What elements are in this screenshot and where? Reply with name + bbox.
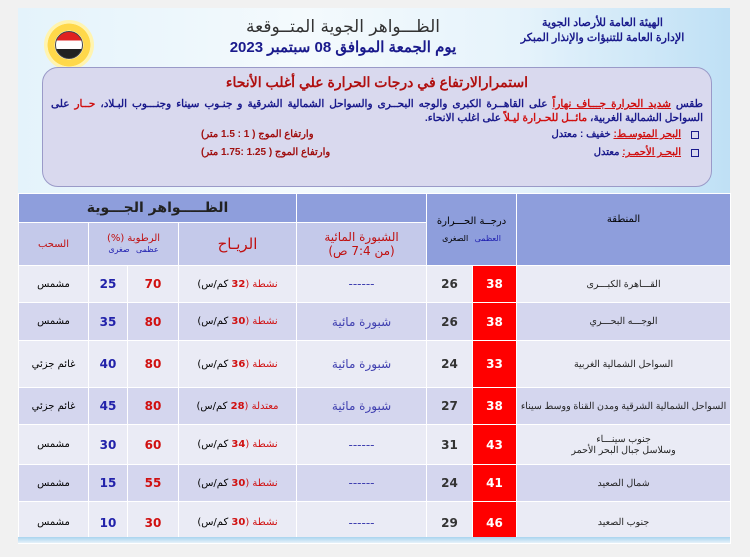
region-name: جنوب الصعيد [597,517,650,528]
wind-cell [179,465,297,502]
org-line-2: الإدارة العامة للتنبؤات والإنذار المبكر [520,32,685,44]
temp-min-cell: 24 [427,341,473,388]
sea-name: البحر المتوسـط: [613,129,681,140]
wind-speed: 34 [231,439,246,450]
cloud-cell: غائم جزئي [19,341,89,388]
p-mid: على القاهــرة الكبرى والوجه البحــرى والسواحل الشمالية الشرقية و جنـوب سيناء وجنـــوب البـلاد، [95,98,553,110]
table-row [19,465,731,502]
wind-speed: 28 [230,400,245,412]
humidity-max-cell: 55 [128,465,179,502]
wind-speed: 30 [231,477,246,489]
wind-header: الريـاح [179,223,297,266]
forecast-date: يوم الجمعة الموافق 08 سبتمبر 2023 [229,39,457,56]
org-line-1: الهيئة العامة للأرصاد الجوية [541,17,663,29]
wind-cell [179,388,297,425]
p-hot: شديد الحرارة جـــاف نهاراً [552,98,671,110]
cloud-header: السحب [19,223,89,266]
table-row [19,266,731,303]
blank-header [297,194,427,223]
humidity-max-cell: 80 [128,341,179,388]
sea-state: معتدل [593,147,620,158]
temp-min-cell: 26 [427,266,473,303]
wind-speed: 30 [231,517,246,528]
region-cell [517,266,731,303]
wind-speed: 36 [231,358,246,370]
wind-strength: نشطة ( [245,517,278,528]
cloud-cell: مشمس [19,266,89,303]
ema-logo [44,20,94,70]
humidity-max-cell: 70 [128,266,179,303]
region-name: السواحل الشمالية الشرقية ومدن القناة ووسط سيناء [520,400,727,412]
region-name: الوجـــه البحـــري [589,316,658,327]
temp-max-cell: 38 [473,303,517,341]
humidity-min-cell: 25 [89,266,128,303]
temp-max-cell: 38 [473,388,517,425]
region-name-line2: وسلاسل جبال البحر الأحمر [571,444,676,456]
humidity-max-cell: 80 [128,303,179,341]
humidity-header [89,223,179,266]
fog-header [297,223,427,266]
region-name: القـــاهرة الكبـــرى [586,278,661,290]
temp-min-cell: 29 [427,502,473,544]
region-name: شمال الصعيد [597,477,650,489]
wind-strength: نشطة ( [245,316,278,327]
group-header: الظـــــواهر الجـــوية [19,194,297,223]
temp-header [427,194,517,266]
wind-cell [179,266,297,303]
sea-mediterranean [51,127,703,143]
temp-header-label: درجــة الحـــرارة [436,215,507,227]
temp-max-label: العظمى [474,233,501,243]
cloud-cell: مشمس [19,465,89,502]
temp-min-cell: 26 [427,303,473,341]
cloud-cell: مشمس [19,502,89,544]
humidity-max-cell: 80 [128,388,179,425]
bottom-bar [18,537,730,543]
fog-cell: شبورة مائية [297,303,427,341]
temp-max-cell: 38 [473,266,517,303]
summary-box [42,67,712,187]
temp-max-cell: 33 [473,341,517,388]
document-title [208,16,478,58]
sea-name: البحـر الأحمـر: [622,147,681,158]
wind-cell [179,425,297,465]
cloud-cell: مشمس [19,425,89,465]
sea-red [51,145,703,161]
humidity-min-cell: 30 [89,425,128,465]
p-warm: حــار [74,98,96,110]
bullet-checkbox-icon [691,131,699,139]
wind-unit: كم/س) [197,439,232,450]
forecast-table [18,193,731,544]
table-row [19,303,731,341]
humidity-min-cell: 35 [89,303,128,341]
temp-min-cell: 24 [427,465,473,502]
wind-speed: 30 [231,316,246,327]
wind-unit: كم/س) [197,358,232,370]
wind-cell [179,303,297,341]
humidity-label: الرطوبة (%) [106,233,161,244]
wind-unit: كم/س) [197,316,232,327]
temp-max-cell: 46 [473,502,517,544]
humidity-min-cell: 40 [89,341,128,388]
wind-speed: 32 [231,278,246,290]
temp-min-label: الصغرى [442,233,469,243]
p-intro: طقس [670,98,703,110]
region-header: المنطقة [517,194,731,266]
region-cell [517,341,731,388]
humidity-max-cell: 30 [128,502,179,544]
wind-strength: نشطة ( [245,358,278,370]
wind-strength: نشطة ( [245,439,278,450]
fog-cell: ------ [297,266,427,303]
wind-unit: كم/س) [196,400,231,412]
region-name: جنوب سينـــاء [596,433,651,445]
humidity-max-cell: 60 [128,425,179,465]
humidity-min-cell: 45 [89,388,128,425]
wave-height: وارتفاع الموج ( 1.25 :1.75 متر) [201,147,331,158]
fog-cell: ------ [297,502,427,544]
fog-cell: ------ [297,465,427,502]
hum-max-label: عظمى [136,245,159,254]
temp-min-cell: 27 [427,388,473,425]
wind-cell [179,341,297,388]
wind-unit: كم/س) [197,477,232,489]
humidity-min-cell: 10 [89,502,128,544]
temp-max-cell: 43 [473,425,517,465]
temp-min-cell: 31 [427,425,473,465]
fog-time: (من 7:4 ص) [328,244,395,258]
wind-unit: كم/س) [197,278,232,290]
humidity-min-cell: 15 [89,465,128,502]
region-cell [517,303,731,341]
region-cell [517,425,731,465]
temp-max-cell: 41 [473,465,517,502]
table-row [19,425,731,465]
summary-headline: استمرارالارتفاع في درجات الحرارة علي أغلب الأنحاء [225,74,529,90]
fog-cell: شبورة مائية [297,388,427,425]
sea-state: خفيف : معتدل [551,129,611,140]
table-row [19,341,731,388]
p-end: على اغلب الانحاء. [424,112,504,124]
fog-cell: ------ [297,425,427,465]
fog-label: الشبورة المائية [324,230,399,244]
region-name: السواحل الشمالية الغربية [573,358,674,370]
cloud-cell: غائم جزئي [19,388,89,425]
organization-name [495,16,710,46]
wave-height: وارتفاع الموج ( 1 : 1.5 متر) [201,129,314,140]
region-cell [517,388,731,425]
summary-paragraph [51,97,703,125]
table-row [19,388,731,425]
title-text: الظـــواهر الجوية المتــوقعة [246,17,440,37]
wind-strength: معتدلة ( [244,400,279,412]
bullet-checkbox-icon [691,149,699,157]
wind-unit: كم/س) [197,517,232,528]
p-mid2: على السواحل الشمالية الغربية، [51,98,703,124]
region-cell [517,465,731,502]
cloud-cell: مشمس [19,303,89,341]
p-mild: مائــل للحـرارة ليـلاً [503,112,588,124]
wind-strength: نشطة ( [245,477,278,489]
fog-cell: شبورة مائية [297,341,427,388]
wind-strength: نشطة ( [245,278,278,290]
hum-min-label: صغرى [108,245,130,254]
